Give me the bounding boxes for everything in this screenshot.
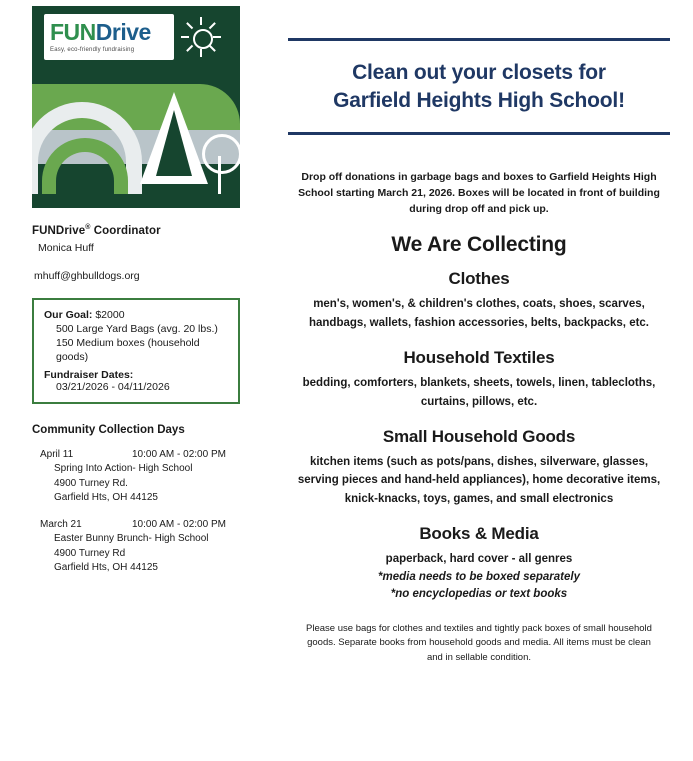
collection-event-header (40, 518, 272, 533)
category-body-clothes: men's, women's, & children's clothes, coats, shoes, scarves, handbags, wallets, fashion accessories, belts, backpacks, etc. (308, 298, 650, 329)
tree-inner-shape (156, 110, 192, 176)
fundrive-logo (32, 6, 240, 208)
coordinator-title-main: FUNDrive (32, 224, 86, 237)
logo-tagline: Easy, eco-friendly fundraising (50, 47, 135, 53)
media-note-exclusions: *no encyclopedias or text books (390, 588, 568, 601)
intro-paragraph: Drop off donations in garbage bags and boxes to Garfield Heights High School starting March 21, 2026. Boxes will be located in front of building during drop off and pick up. (298, 170, 660, 216)
coordinator-name: Monica Huff (38, 241, 94, 254)
registered-mark: ® (85, 224, 91, 231)
collection-event-address2: Garfield Hts, OH 44125 (54, 562, 158, 574)
collection-days-title: Community Collection Days (32, 423, 185, 436)
logo-fun-text: FUN (50, 19, 96, 45)
category-heading-small-goods: Small Household Goods (382, 427, 576, 447)
collection-event-time: 10:00 AM - 02:00 PM (132, 448, 226, 460)
goal-bags-line: 500 Large Yard Bags (avg. 20 lbs.) (56, 323, 218, 335)
collection-event-address1: 4900 Turney Rd (54, 547, 126, 559)
logo-wordmark-text (50, 21, 174, 44)
left-column (32, 6, 272, 576)
coordinator-email[interactable]: mhuff@ghbulldogs.org (34, 269, 140, 282)
right-column (288, 38, 670, 665)
fundraiser-dates-label: Fundraiser Dates: (44, 368, 134, 381)
headline-line-2: Garfield Heights High School! (333, 89, 625, 113)
logo-ground-band (32, 194, 240, 208)
divider-bottom (288, 132, 670, 135)
tree-canopy-shape (202, 134, 240, 174)
headline-line-1: Clean out your closets for (352, 61, 606, 84)
coordinator-title-rest: Coordinator (90, 224, 161, 237)
logo-drive-text: Drive (95, 19, 151, 45)
fundraiser-dates-value: 03/21/2026 - 04/11/2026 (56, 380, 170, 393)
coordinator-title (32, 224, 272, 237)
collection-event (32, 518, 272, 576)
sun-icon (184, 20, 218, 54)
collection-event-date: March 21 (40, 518, 82, 530)
goal-box (32, 298, 240, 404)
logo-wordmark (44, 14, 174, 60)
category-heading-clothes: Clothes (448, 269, 510, 289)
collecting-heading: We Are Collecting (391, 233, 567, 257)
collection-event-name: Spring Into Action- High School (54, 463, 193, 475)
goal-amount: $2000 (95, 308, 125, 321)
category-body-textiles: bedding, comforters, blankets, sheets, towels, linen, tablecloths, curtains, pillows, etc. (302, 377, 656, 408)
category-body-books-media: paperback, hard cover - all genres (385, 553, 573, 566)
collection-event-time: 10:00 AM - 02:00 PM (132, 518, 226, 530)
collection-event-header (40, 448, 272, 463)
footer-note: Please use bags for clothes and textiles and tightly pack boxes of small household goods. Separate books from household goods and media. All items must be clean and in sellable condition. (306, 623, 652, 663)
collection-event (32, 448, 272, 506)
collection-event-date: April 11 (40, 448, 74, 460)
category-body-small-goods: kitchen items (such as pots/pans, dishes, silverware, glasses, serving pieces and hand-held appliances), home decorative items, knick-knacks, toys, games, and small electronics (297, 456, 661, 505)
goal-amount-line (44, 308, 230, 322)
collection-event-name: Easter Bunny Brunch- High School (54, 533, 209, 545)
page-title (288, 41, 670, 132)
media-note-separate: *media needs to be boxed separately (378, 570, 580, 583)
collection-event-address2: Garfield Hts, OH 44125 (54, 492, 158, 504)
category-heading-books-media: Books & Media (419, 524, 539, 544)
goal-boxes-line: 150 Medium boxes (household goods) (56, 337, 200, 364)
collection-event-address1: 4900 Turney Rd. (54, 477, 128, 489)
goal-label: Our Goal: (44, 308, 93, 321)
category-heading-textiles: Household Textiles (403, 348, 555, 368)
